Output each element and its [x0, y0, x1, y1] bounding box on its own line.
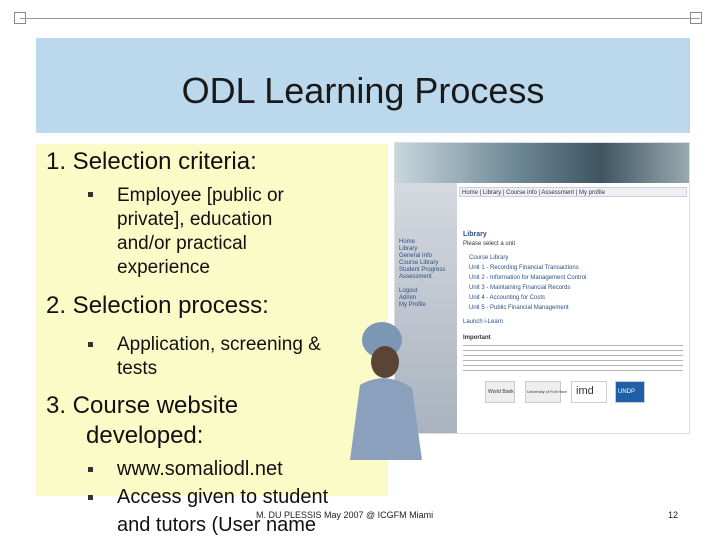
title-band	[36, 38, 690, 133]
bullet-icon	[88, 467, 93, 472]
sidebar-link[interactable]: Admin	[399, 295, 417, 301]
logo-world-bank: World Bank	[485, 381, 515, 403]
unit-link[interactable]: Unit 1 - Recording Financial Transactions	[469, 265, 579, 271]
list-item-course-website: 3. Course website	[46, 392, 239, 419]
website-banner	[395, 143, 689, 183]
sub-item-text: tests	[117, 358, 158, 379]
sidebar-link[interactable]: Logout	[399, 288, 418, 294]
sidebar-link[interactable]: Home	[399, 239, 416, 245]
slide-title: ODL Learning Process	[181, 70, 545, 111]
sidebar-link[interactable]: Assessment	[399, 274, 432, 280]
sidebar-link[interactable]: General Info	[399, 253, 433, 259]
sidebar-link[interactable]: My Profile	[399, 302, 426, 308]
important-heading: Important	[463, 335, 491, 341]
slide-footer: M. DU PLESSIS May 2007 @ ICGFM Miami	[256, 510, 434, 520]
unit-link[interactable]: Unit 3 - Maintaining Financial Records	[469, 285, 571, 291]
logo-imd: imd	[571, 381, 607, 403]
sidebar-link[interactable]: Student Progress	[399, 267, 446, 273]
launch-link[interactable]: Launch i-Learn	[463, 319, 504, 325]
unit-link[interactable]: Unit 4 - Accounting for Costs	[469, 295, 546, 301]
page-number: 12	[668, 510, 679, 520]
top-divider	[20, 18, 700, 19]
sub-item-text: and tutors (User name	[117, 514, 316, 536]
list-item-selection-criteria: 1. Selection criteria:	[46, 148, 257, 175]
website-screenshot	[394, 142, 690, 434]
list-item-course-website-cont: developed:	[86, 422, 204, 449]
unit-link[interactable]: Course Library	[469, 255, 509, 261]
bullet-icon	[88, 342, 93, 347]
logo-undp: UNDP	[615, 381, 645, 403]
website-subheading: Please select a unit	[463, 241, 516, 247]
unit-link[interactable]: Unit 2 - Information for Management Control	[469, 275, 587, 281]
sidebar-link[interactable]: Course Library	[399, 260, 439, 266]
sub-item-text: experience	[117, 257, 210, 278]
sidebar-link[interactable]: Library	[399, 246, 418, 252]
logo-fort-hare: University of Fort Hare	[525, 381, 561, 403]
person-photo	[330, 300, 430, 460]
bullet-icon	[88, 495, 93, 500]
sub-item-text: private], education	[117, 209, 273, 230]
sub-item-text: and/or practical	[117, 233, 247, 254]
unit-link[interactable]: Unit 5 - Public Financial Management	[469, 305, 569, 311]
notice-text-block	[463, 345, 683, 373]
list-item-selection-process: 2. Selection process:	[46, 292, 269, 319]
bullet-icon	[88, 192, 93, 197]
sub-item-text: Application, screening &	[117, 334, 321, 355]
website-nav[interactable]: Home | Library | Course info | Assessment | My profile	[459, 187, 687, 197]
sub-item-text: Access given to student	[117, 486, 329, 508]
website-heading: Library	[463, 231, 487, 238]
website-url[interactable]: www.somaliodl.net	[117, 458, 283, 480]
sub-item-text: Employee [public or	[117, 185, 284, 206]
